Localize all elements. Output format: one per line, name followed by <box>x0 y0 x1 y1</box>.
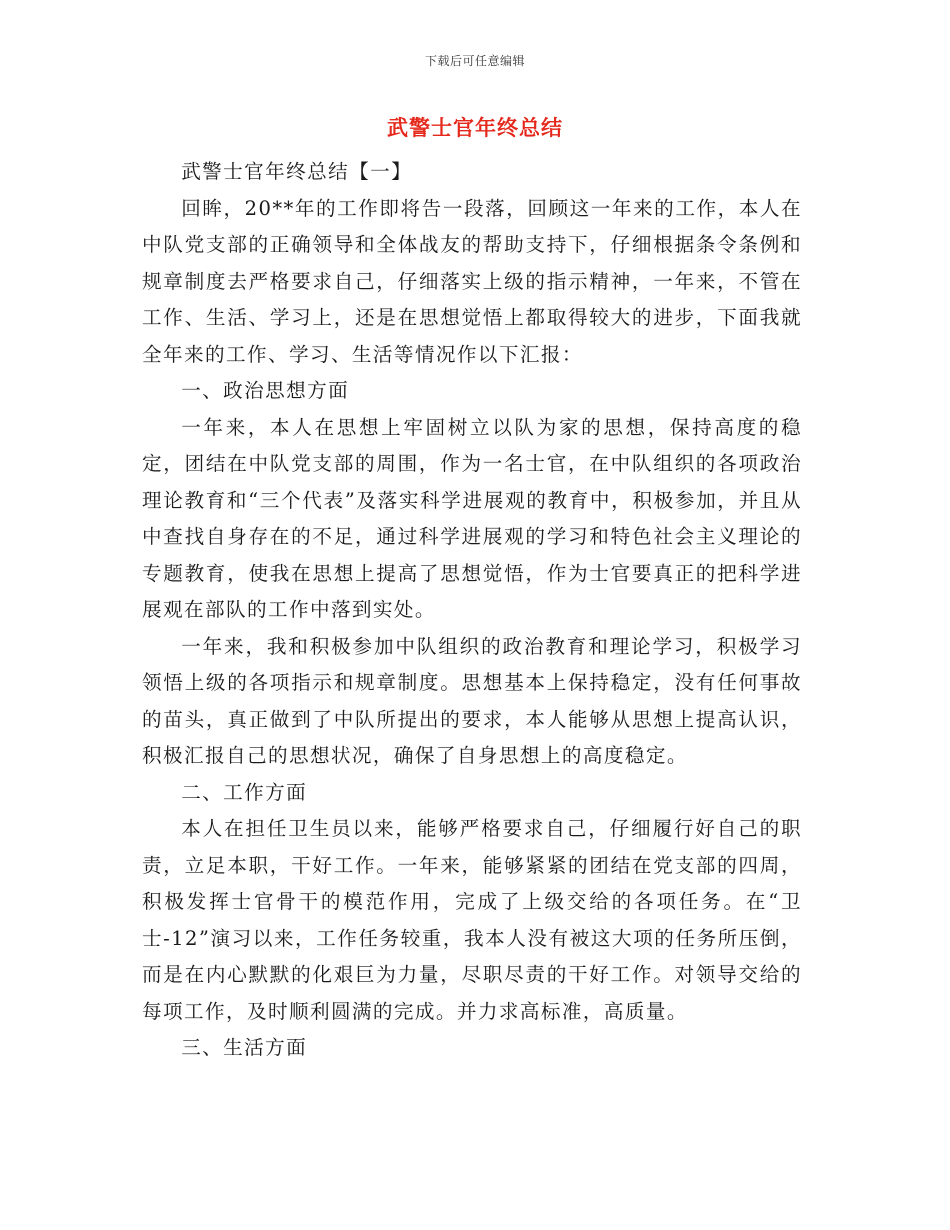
subtitle-paragraph: 武警士官年终总结【一】 <box>181 160 413 183</box>
section-heading-political: 一、政治思想方面 <box>181 379 350 402</box>
section-heading-work: 二、工作方面 <box>181 780 308 804</box>
intro-paragraph: 回眸，20**年的工作即将告一段落，回顾这一年来的工作，本人在中队党支部的正确领导和全体战友的帮助支持下，仔细根据条令条例和规章制度去严格要求自己，仔细落实上级的指示精神，一年来，不管在工作、生活、学习上，还是在思想觉悟上都取得较大的进步，下面我就全年来的工作、学习、生活等情况作以下汇报： <box>142 196 802 366</box>
document-body <box>142 154 802 1067</box>
document-title: 武警士官年终总结 <box>387 115 563 140</box>
political-paragraph-2: 一年来，我和积极参加中队组织的政治教育和理论学习，积极学习领悟上级的各项指示和规章制度。思想基本上保持稳定，没有任何事故的苗头，真正做到了中队所提出的要求，本人能够从思想上提高认识，积极汇报自己的思想状况，确保了自身思想上的高度稳定。 <box>142 634 802 767</box>
work-paragraph: 本人在担任卫生员以来，能够严格要求自己，仔细履行好自己的职责，立足本职，干好工作。一年来，能够紧紧的团结在党支部的四周，积极发挥士官骨干的模范作用，完成了上级交给的各项任务。在“卫士-12”演习以来，工作任务较重，我本人没有被这大项的任务所压倒，而是在内心默默的化艰巨为力量，尽职尽责的干好工作。对领导交给的每项工作，及时顺利圆满的完成。并力求高标准，高质量。 <box>142 817 802 1023</box>
section-heading-life: 三、生活方面 <box>181 1036 308 1059</box>
political-paragraph-1: 一年来，本人在思想上牢固树立以队为家的思想，保持高度的稳定，团结在中队党支部的周围，作为一名士官，在中队组织的各项政治理论教育和“三个代表”及落实科学进展观的教育中，积极参加，并且从中查找自身存在的不足，通过科学进展观的学习和特色社会主义理论的专题教育，使我在思想上提高了思想觉悟，作为士官要真正的把科学进展观在部队的工作中落到实处。 <box>142 415 802 621</box>
page-header-note: 下载后可任意编辑 <box>424 54 525 68</box>
